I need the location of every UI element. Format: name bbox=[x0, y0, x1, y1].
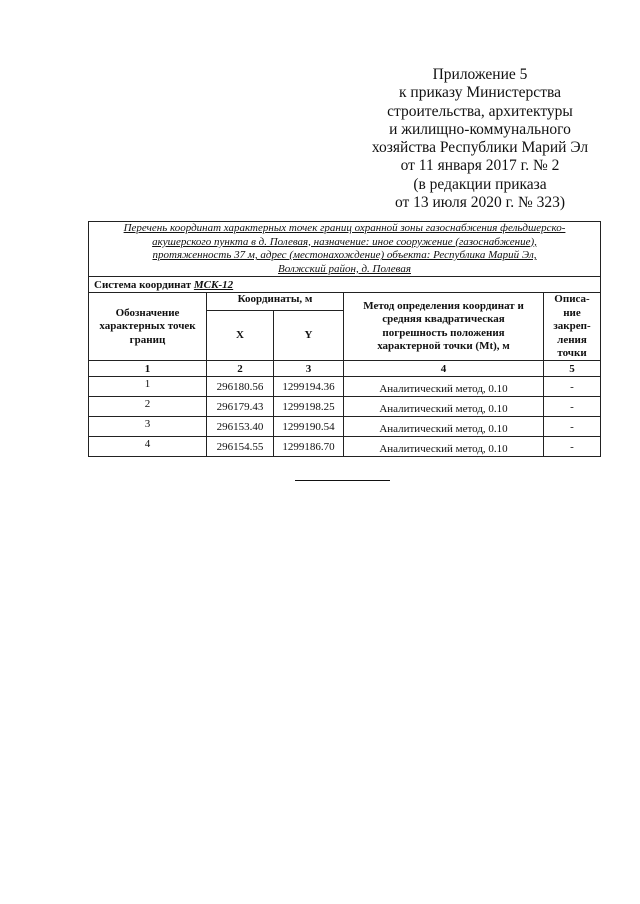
column-number: 2 bbox=[207, 361, 274, 377]
cell-point: 1 bbox=[89, 377, 207, 397]
header-description-line: ления bbox=[557, 333, 587, 346]
header-y: Y bbox=[274, 311, 344, 361]
cell-point: 2 bbox=[89, 397, 207, 417]
cell-description: - bbox=[544, 417, 601, 437]
table-row bbox=[89, 397, 601, 417]
cell-description: - bbox=[544, 397, 601, 417]
coordinate-system-value: МСК-12 bbox=[193, 278, 234, 291]
table-row bbox=[89, 437, 601, 457]
header-description-line: точки bbox=[557, 347, 587, 359]
end-divider bbox=[295, 480, 390, 481]
table-row bbox=[89, 377, 601, 397]
column-number: 1 bbox=[89, 361, 207, 377]
appendix-line: хозяйства Республики Марий Эл bbox=[371, 139, 589, 157]
cell-description: - bbox=[544, 377, 601, 397]
table-title-line: Волжский район, д. Полевая bbox=[278, 262, 411, 275]
header-description bbox=[544, 293, 601, 361]
header-coords: Координаты, м bbox=[207, 293, 344, 311]
appendix-line: от 11 января 2017 г. № 2 bbox=[400, 157, 560, 175]
appendix-line: (в редакции приказа bbox=[413, 175, 547, 193]
table-title bbox=[89, 222, 601, 277]
cell-method: Аналитический метод, 0.10 bbox=[344, 397, 544, 417]
cell-point: 4 bbox=[89, 437, 207, 457]
header-description-line: Описа- bbox=[554, 293, 590, 306]
cell-method: Аналитический метод, 0.10 bbox=[344, 437, 544, 457]
coordinates-table bbox=[88, 221, 601, 457]
table-title-line: протяженность 37 м, адрес (местонахождение) объекта: Республика Марий Эл, bbox=[152, 249, 537, 262]
coordinate-system-label: Система координат bbox=[94, 278, 192, 291]
header-x: X bbox=[207, 311, 274, 361]
header-description-line: ние bbox=[563, 306, 581, 319]
table-row bbox=[89, 417, 601, 437]
column-number: 4 bbox=[344, 361, 544, 377]
appendix-line: от 13 июля 2020 г. № 323) bbox=[394, 194, 566, 212]
cell-y: 1299194.36 bbox=[274, 377, 344, 397]
header-method: Метод определения координат и средняя квадратическая погрешность положения характерной точки (Mt), м bbox=[344, 293, 544, 361]
appendix-line: к приказу Министерства bbox=[399, 84, 561, 102]
cell-method: Аналитический метод, 0.10 bbox=[344, 377, 544, 397]
table-title-line: акушерского пункта в д. Полевая, назначение: иное сооружение (газоснабжение), bbox=[152, 235, 537, 248]
cell-x: 296153.40 bbox=[207, 417, 274, 437]
cell-y: 1299198.25 bbox=[274, 397, 344, 417]
appendix-line: Приложение 5 bbox=[432, 66, 528, 83]
cell-y: 1299186.70 bbox=[274, 437, 344, 457]
header-description-line: закреп- bbox=[553, 320, 591, 333]
header-point: Обозначение характерных точек границ bbox=[89, 293, 207, 361]
cell-method: Аналитический метод, 0.10 bbox=[344, 417, 544, 437]
cell-description: - bbox=[544, 437, 601, 457]
appendix-line: и жилищно-коммунального bbox=[389, 120, 571, 138]
appendix-line: строительства, архитектуры bbox=[387, 102, 573, 120]
column-number: 3 bbox=[274, 361, 344, 377]
cell-x: 296179.43 bbox=[207, 397, 274, 417]
coordinate-system bbox=[89, 277, 601, 293]
cell-x: 296154.55 bbox=[207, 437, 274, 457]
table-title-line: Перечень координат характерных точек границ охранной зоны газоснабжения фельдшерско- bbox=[123, 222, 566, 234]
cell-x: 296180.56 bbox=[207, 377, 274, 397]
cell-y: 1299190.54 bbox=[274, 417, 344, 437]
column-number: 5 bbox=[544, 361, 601, 377]
appendix-header bbox=[330, 66, 630, 212]
cell-point: 3 bbox=[89, 417, 207, 437]
